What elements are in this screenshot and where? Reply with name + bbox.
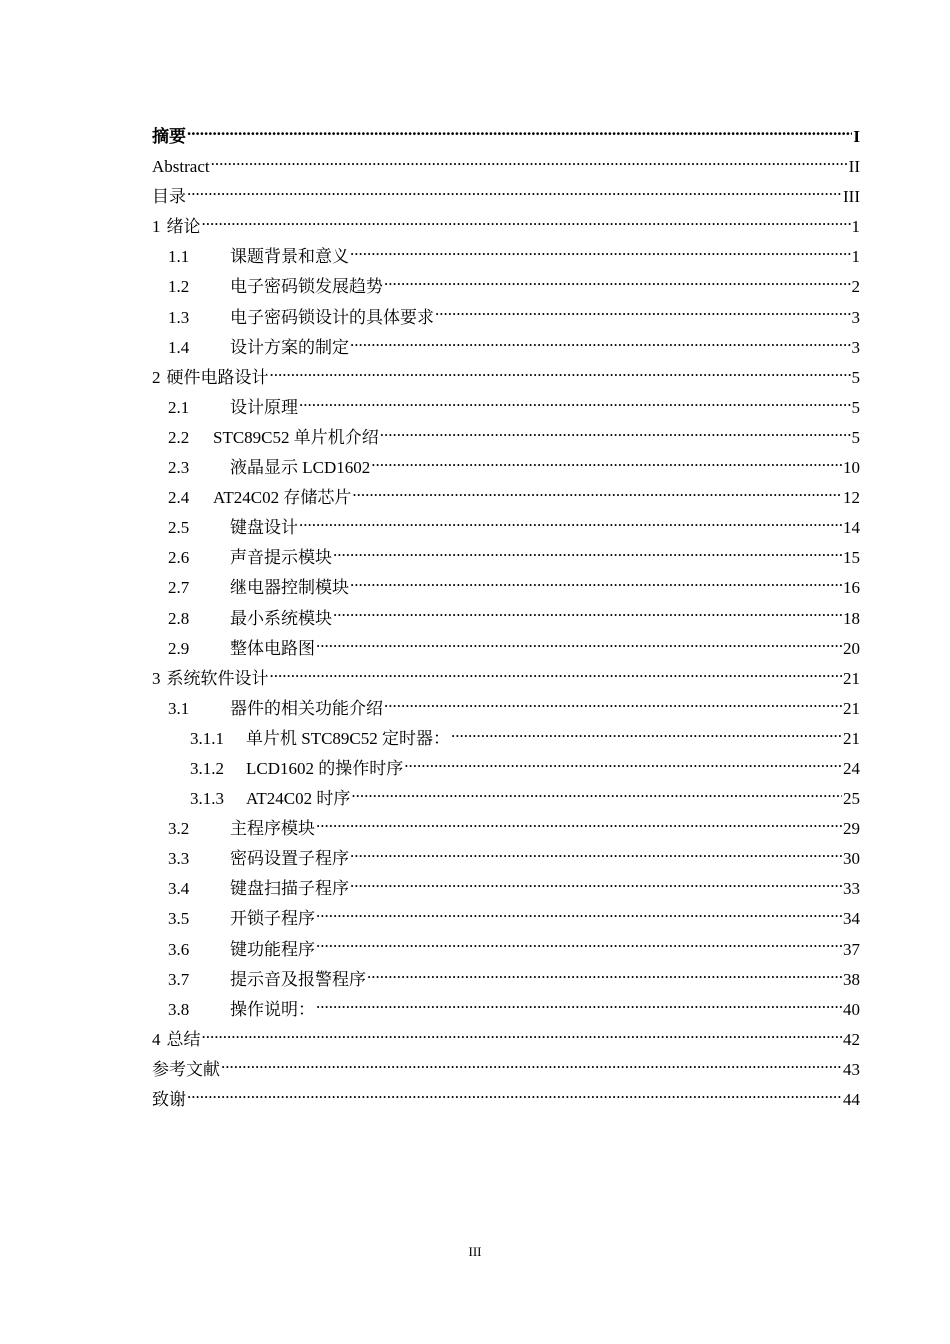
- toc-entry-title: 致谢: [152, 1090, 186, 1109]
- toc-entry-title: 单片机 STC89C52 定时器：: [246, 728, 451, 748]
- toc-dot-leader: [270, 667, 843, 684]
- toc-dot-leader: [270, 366, 851, 383]
- toc-entry-page: 16: [843, 578, 860, 598]
- toc-entry[interactable]: [152, 272, 860, 302]
- toc-entry-title: AT24C02 存储芯片: [213, 488, 352, 508]
- toc-entry[interactable]: [152, 122, 860, 152]
- toc-entry-number: 3.2: [168, 819, 190, 839]
- toc-entry-page: 5: [851, 427, 860, 447]
- toc-entry-page: I: [853, 127, 860, 146]
- toc-entry-number: 3: [152, 668, 161, 688]
- toc-entry[interactable]: [152, 935, 860, 965]
- toc-entry-page: 2: [851, 277, 860, 297]
- toc-dot-leader: [371, 456, 842, 473]
- toc-entry-number: 2: [152, 367, 161, 387]
- toc-entry-page: 5: [851, 397, 860, 417]
- toc-entry[interactable]: [152, 393, 860, 423]
- toc-dot-leader: [350, 847, 842, 864]
- toc-entry-title: 摘要: [152, 127, 186, 146]
- toc-entry[interactable]: [152, 814, 860, 844]
- toc-dot-leader: [316, 938, 842, 955]
- toc-entry-number: 2.2: [168, 427, 190, 447]
- toc-entry-page: 21: [843, 698, 860, 718]
- toc-entry-page: 21: [843, 728, 860, 748]
- toc-dot-leader: [316, 817, 842, 834]
- toc-dot-leader: [350, 877, 842, 894]
- toc-dot-leader: [384, 697, 842, 714]
- toc-entry-page: 24: [843, 758, 860, 778]
- toc-entry-number: 1.4: [168, 337, 190, 357]
- toc-entry-title: 继电器控制模块: [230, 578, 349, 598]
- toc-entry[interactable]: [152, 634, 860, 664]
- toc-entry-page: 14: [843, 518, 860, 538]
- toc-entry-number: 2.4: [168, 488, 190, 508]
- toc-entry-title: 总结: [166, 1029, 201, 1049]
- toc-entry[interactable]: [152, 844, 860, 874]
- toc-entry-page: II: [848, 157, 860, 177]
- toc-entry-title: 开锁子程序: [230, 909, 315, 929]
- toc-dot-leader: [202, 215, 851, 232]
- toc-entry[interactable]: [152, 1085, 860, 1115]
- toc-entry-page: 3: [851, 307, 860, 327]
- toc-dot-leader: [211, 155, 848, 172]
- toc-entry-page: 29: [843, 819, 860, 839]
- toc-entry[interactable]: [152, 965, 860, 995]
- toc-entry[interactable]: [152, 1055, 860, 1085]
- toc-entry-page: 37: [843, 939, 860, 959]
- toc-dot-leader: [350, 576, 842, 593]
- toc-dot-leader: [187, 125, 852, 142]
- toc-entry-page: 42: [843, 1029, 860, 1049]
- toc-entry-page: 21: [843, 668, 860, 688]
- toc-entry-page: 44: [843, 1090, 860, 1109]
- toc-entry-title: 课题背景和意义: [230, 247, 349, 267]
- toc-entry[interactable]: [152, 303, 860, 333]
- toc-entry[interactable]: [152, 242, 860, 272]
- toc-entry[interactable]: [152, 754, 860, 784]
- toc-entry-page: 10: [843, 458, 860, 478]
- toc-entry-page: 5: [851, 367, 860, 387]
- toc-entry[interactable]: [152, 1025, 860, 1055]
- toc-entry[interactable]: [152, 573, 860, 603]
- toc-entry[interactable]: [152, 363, 860, 393]
- toc-entry[interactable]: [152, 604, 860, 634]
- toc-entry-number: 3.3: [168, 849, 190, 869]
- toc-entry-page: 33: [843, 879, 860, 899]
- toc-entry-title: STC89C52 单片机介绍: [213, 427, 379, 447]
- toc-entry[interactable]: [152, 664, 860, 694]
- toc-entry-title: 电子密码锁设计的具体要求: [230, 307, 434, 327]
- toc-entry[interactable]: [152, 152, 860, 182]
- toc-entry[interactable]: [152, 784, 860, 814]
- toc-entry-title: 最小系统模块: [230, 608, 332, 628]
- toc-entry[interactable]: [152, 874, 860, 904]
- toc-entry-title: 声音提示模块: [230, 548, 332, 568]
- toc-entry-page: 15: [843, 548, 860, 568]
- toc-dot-leader: [316, 637, 842, 654]
- toc-entry[interactable]: [152, 513, 860, 543]
- toc-dot-leader: [187, 185, 842, 202]
- toc-entry[interactable]: [152, 212, 860, 242]
- toc-entry-title: 设计原理: [230, 397, 298, 417]
- toc-entry[interactable]: [152, 423, 860, 453]
- toc-entry-title: 键盘设计: [230, 518, 298, 538]
- toc-entry-title: 器件的相关功能介绍: [230, 698, 383, 718]
- toc-dot-leader: [351, 787, 842, 804]
- toc-entry-number: 2.7: [168, 578, 190, 598]
- toc-entry-number: 2.8: [168, 608, 190, 628]
- toc-entry-title: 提示音及报警程序: [230, 969, 366, 989]
- toc-entry-number: 2.9: [168, 638, 190, 658]
- toc-dot-leader: [333, 546, 842, 563]
- toc-entry-title: 硬件电路设计: [166, 367, 269, 387]
- toc-entry-number: 3.5: [168, 909, 190, 929]
- toc-entry-number: 1.2: [168, 277, 190, 297]
- toc-entry-number: 1.1: [168, 247, 190, 267]
- toc-entry-number: 2.1: [168, 397, 190, 417]
- toc-dot-leader: [221, 1058, 842, 1075]
- toc-entry-number: 2.3: [168, 458, 190, 478]
- toc-entry[interactable]: [152, 904, 860, 934]
- toc-entry[interactable]: [152, 995, 860, 1025]
- toc-entry-page: 20: [843, 638, 860, 658]
- toc-entry-number: 3.1: [168, 698, 190, 718]
- toc-entry-number: 1: [152, 217, 161, 237]
- toc-dot-leader: [299, 396, 851, 413]
- toc-entry-title: 键功能程序: [230, 939, 315, 959]
- toc-entry-title: 键盘扫描子程序: [230, 879, 349, 899]
- toc-entry-page: 30: [843, 849, 860, 869]
- toc-dot-leader: [350, 336, 851, 353]
- page-number-footer: III: [468, 1244, 482, 1259]
- toc-entry-page: 40: [843, 999, 860, 1019]
- table-of-contents: [152, 122, 860, 1115]
- toc-entry-page: III: [843, 187, 860, 207]
- toc-entry[interactable]: [152, 483, 860, 513]
- toc-entry-page: 12: [843, 488, 860, 508]
- toc-entry-number: 3.1.3: [190, 789, 224, 809]
- toc-entry-number: 3.4: [168, 879, 190, 899]
- toc-entry-number: 3.8: [168, 999, 190, 1019]
- toc-entry-title: 绪论: [166, 217, 201, 237]
- toc-dot-leader: [384, 275, 851, 292]
- toc-entry[interactable]: [152, 453, 860, 483]
- toc-entry-page: 25: [843, 789, 860, 809]
- toc-dot-leader: [316, 998, 842, 1015]
- toc-entry-number: 3.7: [168, 969, 190, 989]
- toc-dot-leader: [187, 1088, 842, 1105]
- toc-entry-page: 38: [843, 969, 860, 989]
- toc-entry[interactable]: [152, 724, 860, 754]
- toc-entry-title: AT24C02 时序: [246, 789, 351, 809]
- toc-dot-leader: [451, 727, 842, 744]
- toc-entry-title: 整体电路图: [230, 638, 315, 658]
- toc-entry-page: 1: [851, 247, 860, 267]
- toc-entry-number: 2.5: [168, 518, 190, 538]
- toc-entry-number: 3.1.1: [190, 728, 224, 748]
- toc-entry-number: 3.6: [168, 939, 190, 959]
- toc-entry-title: 设计方案的制定: [230, 337, 349, 357]
- toc-entry-title: 系统软件设计: [166, 668, 269, 688]
- toc-entry-page: 3: [851, 337, 860, 357]
- toc-dot-leader: [352, 486, 842, 503]
- toc-entry[interactable]: [152, 333, 860, 363]
- toc-entry-title: 操作说明：: [230, 999, 315, 1019]
- toc-dot-leader: [404, 757, 842, 774]
- toc-entry-title: LCD1602 的操作时序: [246, 758, 404, 778]
- toc-entry[interactable]: [152, 694, 860, 724]
- toc-entry[interactable]: [152, 543, 860, 573]
- toc-dot-leader: [367, 968, 842, 985]
- toc-entry-title: 参考文献: [152, 1059, 220, 1079]
- toc-dot-leader: [350, 245, 851, 262]
- toc-dot-leader: [316, 907, 842, 924]
- toc-entry-number: 3.1.2: [190, 758, 224, 778]
- toc-dot-leader: [435, 306, 851, 323]
- toc-dot-leader: [333, 607, 842, 624]
- toc-entry-page: 34: [843, 909, 860, 929]
- toc-entry-title: 电子密码锁发展趋势: [230, 277, 383, 297]
- toc-entry-page: 18: [843, 608, 860, 628]
- toc-entry-title: 密码设置子程序: [230, 849, 349, 869]
- toc-dot-leader: [202, 1028, 843, 1045]
- toc-dot-leader: [299, 516, 842, 533]
- toc-entry-number: 1.3: [168, 307, 190, 327]
- toc-dot-leader: [380, 426, 851, 443]
- toc-entry-number: 4: [152, 1029, 161, 1049]
- toc-entry-title: 目录: [152, 187, 186, 207]
- toc-entry-page: 1: [851, 217, 860, 237]
- toc-entry-page: 43: [843, 1059, 860, 1079]
- toc-entry[interactable]: [152, 182, 860, 212]
- toc-entry-title: Abstract: [152, 157, 210, 177]
- toc-entry-title: 主程序模块: [230, 819, 315, 839]
- toc-entry-title: 液晶显示 LCD1602: [230, 458, 371, 478]
- toc-entry-number: 2.6: [168, 548, 190, 568]
